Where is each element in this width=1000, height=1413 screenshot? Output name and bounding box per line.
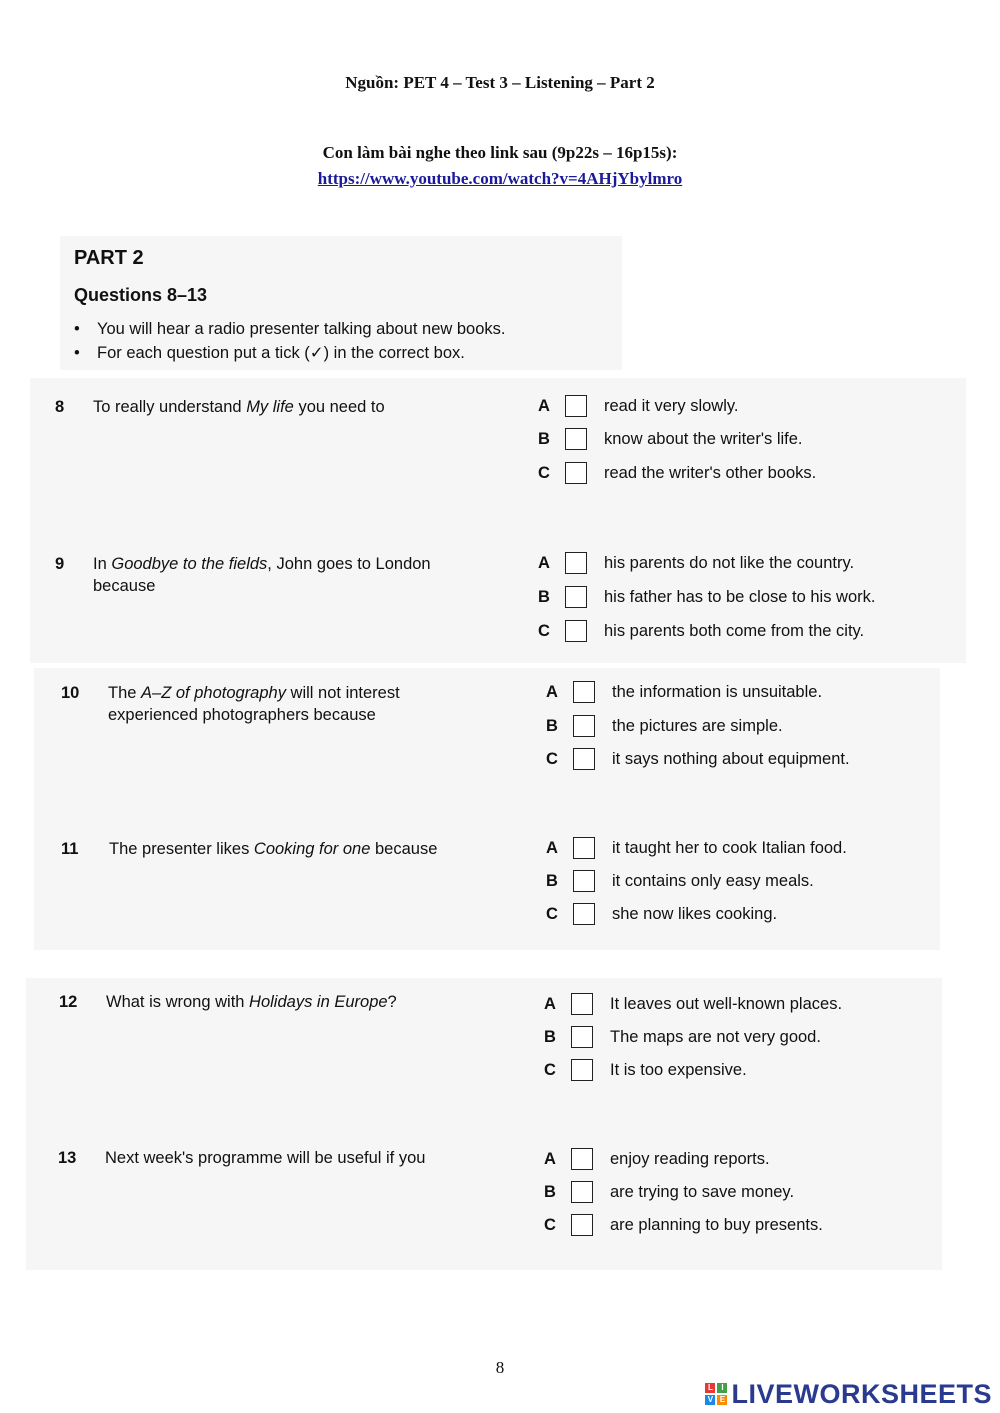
answer-checkbox[interactable] <box>573 681 595 703</box>
option-letter: A <box>546 839 558 857</box>
option-text: It is too expensive. <box>610 1061 747 1079</box>
question-number: 10 <box>61 684 80 702</box>
option-text: the pictures are simple. <box>612 717 783 735</box>
option-letter: B <box>538 430 550 448</box>
answer-checkbox[interactable] <box>565 552 587 574</box>
option-text: it says nothing about equipment. <box>612 750 850 768</box>
option-text: it taught her to cook Italian food. <box>612 839 847 857</box>
option-letter: B <box>544 1028 556 1046</box>
option-text: read it very slowly. <box>604 397 739 415</box>
option-letter: C <box>538 622 550 640</box>
option-letter: C <box>546 905 558 923</box>
brand-name: LIVEWORKSHEETS <box>731 1378 992 1409</box>
question-number: 13 <box>58 1149 77 1167</box>
questions-range: Questions 8–13 <box>74 285 208 305</box>
bullet-icon: • <box>74 344 80 362</box>
question-number: 8 <box>55 398 65 416</box>
questions-panel-1 <box>30 378 966 663</box>
option-letter: A <box>544 995 556 1013</box>
option-letter: C <box>538 464 550 482</box>
instruction-item: • For each question put a tick (✓) in the correct box. <box>74 344 465 362</box>
answer-checkbox[interactable] <box>565 428 587 450</box>
question-stem: Next week's programme will be useful if you <box>105 1149 426 1167</box>
option-text: his parents both come from the city. <box>604 622 865 640</box>
answer-checkbox[interactable] <box>571 1181 593 1203</box>
option-text: are trying to save money. <box>610 1183 795 1201</box>
option-text: know about the writer's life. <box>604 430 803 448</box>
option-text: his father has to be close to his work. <box>604 588 876 606</box>
option-letter: A <box>544 1150 556 1168</box>
option-letter: C <box>546 750 558 768</box>
option-letter: A <box>546 683 558 701</box>
question-stem: The A–Z of photography will not interest experienced photographers because <box>108 684 400 724</box>
instruction-line: Con làm bài nghe theo link sau (9p22s – 16p15s): <box>322 143 678 162</box>
option-letter: B <box>546 717 558 735</box>
option-letter: C <box>544 1061 556 1079</box>
option-text: read the writer's other books. <box>604 464 817 482</box>
answer-checkbox[interactable] <box>571 1059 593 1081</box>
question-stem: The presenter likes Cooking for one because <box>109 840 438 858</box>
liveworksheets-logo-icon: L I V E <box>705 1383 727 1405</box>
option-text: enjoy reading reports. <box>610 1150 770 1168</box>
option-letter: B <box>538 588 550 606</box>
answer-checkbox[interactable] <box>571 1148 593 1170</box>
answer-checkbox[interactable] <box>565 395 587 417</box>
question-number: 12 <box>59 993 78 1011</box>
question-stem: In Goodbye to the fields, John goes to London because <box>93 555 431 595</box>
option-letter: A <box>538 554 550 572</box>
option-letter: C <box>544 1216 556 1234</box>
option-text: The maps are not very good. <box>610 1028 821 1046</box>
question-number: 9 <box>55 555 65 573</box>
answer-checkbox[interactable] <box>571 1214 593 1236</box>
question-number: 11 <box>61 840 79 858</box>
answer-checkbox[interactable] <box>573 748 595 770</box>
option-text: she now likes cooking. <box>612 905 778 923</box>
link-row <box>0 169 1000 189</box>
answer-checkbox[interactable] <box>573 715 595 737</box>
answer-checkbox[interactable] <box>565 586 587 608</box>
answer-checkbox[interactable] <box>565 620 587 642</box>
source-line: Nguồn: PET 4 – Test 3 – Listening – Part 2 <box>345 73 655 92</box>
question-stem: What is wrong with Holidays in Europe? <box>106 993 397 1011</box>
answer-checkbox[interactable] <box>571 993 593 1015</box>
liveworksheets-watermark <box>705 1377 992 1411</box>
option-letter: B <box>546 872 558 890</box>
option-text: his parents do not like the country. <box>604 554 855 572</box>
option-text: the information is unsuitable. <box>612 683 823 701</box>
instruction-item: • You will hear a radio presenter talking about new books. <box>74 320 506 338</box>
option-text: it contains only easy meals. <box>612 872 814 890</box>
bullet-icon: • <box>74 320 80 338</box>
answer-checkbox[interactable] <box>571 1026 593 1048</box>
option-letter: B <box>544 1183 556 1201</box>
answer-checkbox[interactable] <box>573 837 595 859</box>
question-stem: To really understand My life you need to <box>93 398 385 416</box>
option-text: It leaves out well-known places. <box>610 995 843 1013</box>
youtube-link[interactable]: https://www.youtube.com/watch?v=4AHjYbylmro <box>317 169 683 188</box>
answer-checkbox[interactable] <box>573 870 595 892</box>
answer-checkbox[interactable] <box>573 903 595 925</box>
option-letter: A <box>538 397 550 415</box>
page-number: 8 <box>495 1358 505 1377</box>
option-text: are planning to buy presents. <box>610 1216 823 1234</box>
answer-checkbox[interactable] <box>565 462 587 484</box>
part-title: PART 2 <box>74 247 144 269</box>
